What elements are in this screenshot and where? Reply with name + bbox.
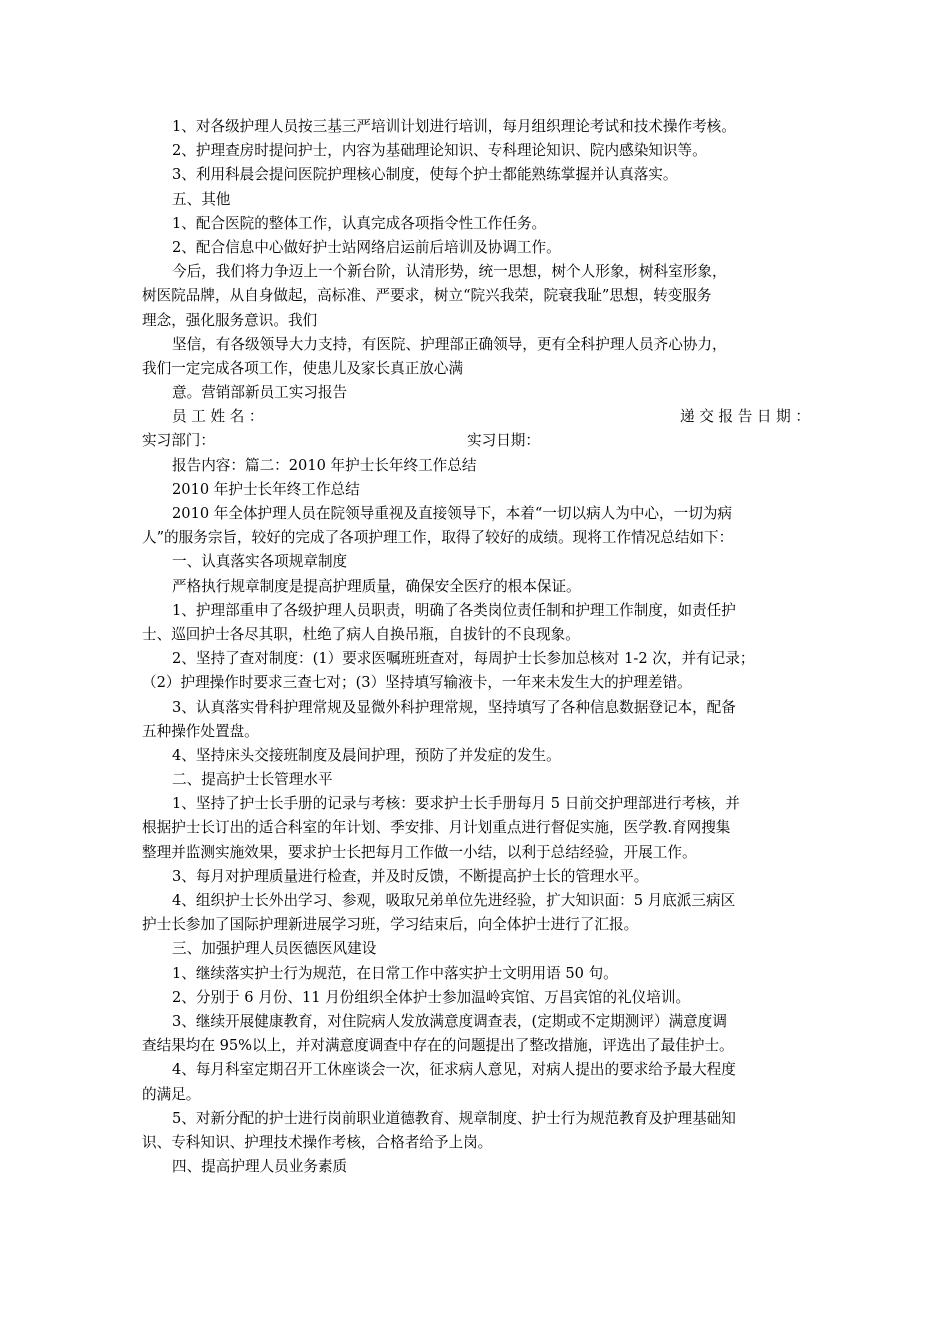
paragraph-line: 1、护理部重申了各级护理人员职责，明确了各类岗位责任制和护理工作制度，如责任护 bbox=[172, 601, 736, 619]
paragraph-line: 报告内容：篇二：2010 年护士长年终工作总结 bbox=[172, 456, 477, 474]
report-date-label: 递 交 报 告 日 期 ： bbox=[680, 408, 810, 426]
paragraph-line: 3、每月对护理质量进行检查，并及时反馈，不断提高护士长的管理水平。 bbox=[172, 867, 649, 885]
paragraph-line: 2、坚持了查对制度：(1）要求医嘱班班查对，每周护士长参加总核对 1-2 次，并有记录； bbox=[172, 650, 755, 668]
paragraph-line: 4、坚持床头交接班制度及晨间护理，预防了并发症的发生。 bbox=[172, 746, 561, 764]
dept-label: 实习部门： bbox=[142, 432, 215, 450]
text-block-2 bbox=[142, 454, 810, 1180]
paragraph-line: 2010 年全体护理人员在院领导重视及直接领导下，本着“一切以病人为中心，一切为病 bbox=[172, 505, 733, 522]
paragraph-line: 1、继续落实护士行为规范，在日常工作中落实护士文明用语 50 句。 bbox=[172, 964, 618, 982]
paragraph-line: 2、护理查房时提问护士，内容为基础理论知识、专科理论知识、院内感染知识等。 bbox=[172, 142, 707, 160]
paragraph-line: 5、对新分配的护士进行岗前职业道德教育、规章制度、护士行为规范教育及护理基础知 bbox=[172, 1109, 736, 1127]
paragraph-line: 五、其他 bbox=[172, 190, 231, 208]
paragraph-line: 四、提高护理人员业务素质 bbox=[172, 1158, 348, 1176]
paragraph-line: 护士长参加了国际护理新进展学习班，学习结束后，向全体护士进行了汇报。 bbox=[142, 916, 639, 934]
paragraph-line: （2）护理操作时要求三查七对；(3）坚持填写输液卡，一年来未发生大的护理差错。 bbox=[142, 674, 692, 692]
paragraph-line: 3、利用科晨会提问医院护理核心制度，使每个护士都能熟练掌握并认真落实。 bbox=[172, 166, 678, 184]
paragraph-line: 士、巡回护士各尽其职，杜绝了病人自换吊瓶，自拔针的不良现象。 bbox=[142, 625, 580, 643]
document-page bbox=[142, 115, 810, 1179]
paragraph-line: 查结果均在 95%以上，并对满意度调查中存在的问题提出了整改措施，评选出了最佳护士。 bbox=[142, 1037, 734, 1055]
paragraph-line: 根据护士长订出的适合科室的年计划、季安排、月计划重点进行督促实施，医学教.育网搜集 bbox=[142, 819, 731, 837]
employee-name-label: 员 工 姓 名 ： bbox=[172, 408, 264, 426]
paragraph-line: 3、认真落实骨科护理常规及显微外科护理常规，坚持填写了各种信息数据登记本，配备 bbox=[172, 698, 736, 716]
paragraph-line: 树医院品牌，从自身做起，高标准、严要求，树立“院兴我荣，院衰我耻”思想，转变服务 bbox=[142, 287, 712, 305]
paragraph-line: 2、分别于 6 月份、11 月份组织全体护士参加温岭宾馆、万昌宾馆的礼仪培训。 bbox=[172, 988, 691, 1006]
paragraph-line: 我们一定完成各项工作，使患儿及家长真正放心满 bbox=[142, 359, 464, 377]
paragraph-line: 3、继续开展健康教育，对住院病人发放满意度调查表，(定期或不定期测评）满意度调 bbox=[172, 1012, 727, 1030]
paragraph-line: 二、提高护士长管理水平 bbox=[172, 771, 333, 789]
paragraph-line: 2、配合信息中心做好护士站网络启运前后培训及协调工作。 bbox=[172, 238, 561, 256]
dept-row bbox=[142, 429, 810, 453]
paragraph-line: 的满足。 bbox=[142, 1085, 201, 1103]
paragraph-line: 理念，强化服务意识。我们 bbox=[142, 311, 318, 329]
paragraph-line: 1、对各级护理人员按三基三严培训计划进行培训，每月组织理论考试和技术操作考核。 bbox=[172, 118, 736, 135]
paragraph-line: 识、专科知识、护理技术操作考核，合格者给予上岗。 bbox=[142, 1133, 493, 1151]
employee-row bbox=[142, 405, 810, 429]
paragraph-line: 三、加强护理人员医德医风建设 bbox=[172, 940, 377, 958]
internship-date-label: 实习日期： bbox=[467, 432, 540, 450]
paragraph-line: 整理并监测实施效果，要求护士长把每月工作做一小结，以利于总结经验，开展工作。 bbox=[142, 843, 697, 861]
paragraph-line: 五种操作处置盘。 bbox=[142, 722, 259, 740]
paragraph-line: 一、认真落实各项规章制度 bbox=[172, 553, 348, 571]
paragraph-line: 今后，我们将力争迈上一个新台阶，认清形势，统一思想，树个人形象，树科室形象， bbox=[172, 263, 727, 281]
paragraph-line: 4、组织护士长外出学习、参观，吸取兄弟单位先进经验，扩大知识面：5 月底派三病区 bbox=[172, 892, 736, 909]
paragraph-line: 人”的服务宗旨，较好的完成了各项护理工作，取得了较好的成绩。现将工作情况总结如下： bbox=[142, 529, 734, 547]
paragraph-line: 2010 年护士长年终工作总结 bbox=[172, 480, 360, 498]
paragraph-line: 4、每月科室定期召开工休座谈会一次，征求病人意见，对病人提出的要求给予最大程度 bbox=[172, 1061, 736, 1079]
paragraph-line: 坚信，有各级领导大力支持，有医院、护理部正确领导，更有全科护理人员齐心协力， bbox=[172, 335, 727, 353]
paragraph-line: 严格执行规章制度是提高护理质量，确保安全医疗的根本保证。 bbox=[172, 577, 581, 595]
paragraph-line: 意。营销部新员工实习报告 bbox=[172, 384, 348, 402]
paragraph-line: 1、坚持了护士长手册的记录与考核：要求护士长手册每月 5 日前交护理部进行考核，并 bbox=[172, 795, 740, 813]
text-block-1 bbox=[142, 115, 810, 405]
paragraph-line: 1、配合医院的整体工作，认真完成各项指令性工作任务。 bbox=[172, 214, 547, 232]
